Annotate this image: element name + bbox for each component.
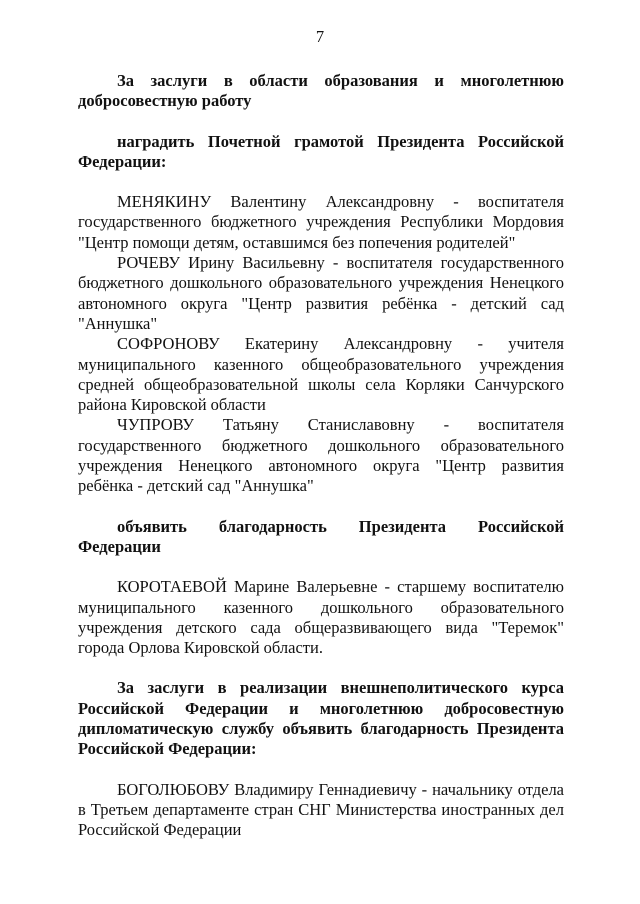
section-heading-education-merits: За заслуги в области образования и многолетнюю добросовестную работу [78, 71, 564, 111]
award-entry-chuprova: ЧУПРОВУ Татьяну Станиславовну - воспитателя государственного бюджетного дошкольного образовательного учреждения Ненецкого автономного округа "Центр развития ребёнка - детский сад "Аннушка" [78, 415, 564, 496]
section-heading-gratitude: объявить благодарность Президента Российской Федерации [78, 516, 564, 556]
section-heading-certificate-award: наградить Почетной грамотой Президента Российской Федерации: [78, 131, 564, 171]
award-entry-korotaeva: КОРОТАЕВОЙ Марине Валерьевне - старшему воспитателю муниципального казенного дошкольного образовательного учреждения детского сада общеразвивающего вида "Теремок" города Орлова Кировской области. [78, 577, 564, 658]
page-number: 7 [315, 27, 325, 46]
document-body [78, 71, 564, 841]
award-entry-sofronova: СОФРОНОВУ Екатерину Александровну - учителя муниципального казенного общеобразовательного учреждения средней общеобразовательной школы села Корляки Санчурского района Кировской области [78, 334, 564, 415]
award-entry-rocheva: РОЧЕВУ Ирину Васильевну - воспитателя государственного бюджетного дошкольного образовательного учреждения Ненецкого автономного округа "Центр развития ребёнка - детский сад "Аннушка" [78, 253, 564, 333]
award-entry-bogolyubov: БОГОЛЮБОВУ Владимиру Геннадиевичу - начальнику отдела в Третьем департаменте стран СНГ Министерства иностранных дел Российской Федерации [78, 779, 564, 840]
section-heading-foreign-policy-merits: За заслуги в реализации внешнеполитического курса Российской Федерации и многолетнюю добросовестную дипломатическую службу объявить благодарность Президента Российской Федерации: [78, 678, 564, 759]
award-entry-menyakina: МЕНЯКИНУ Валентину Александровну - воспитателя государственного бюджетного учреждения Республики Мордовия "Центр помощи детям, оставшимся без попечения родителей" [78, 192, 564, 252]
